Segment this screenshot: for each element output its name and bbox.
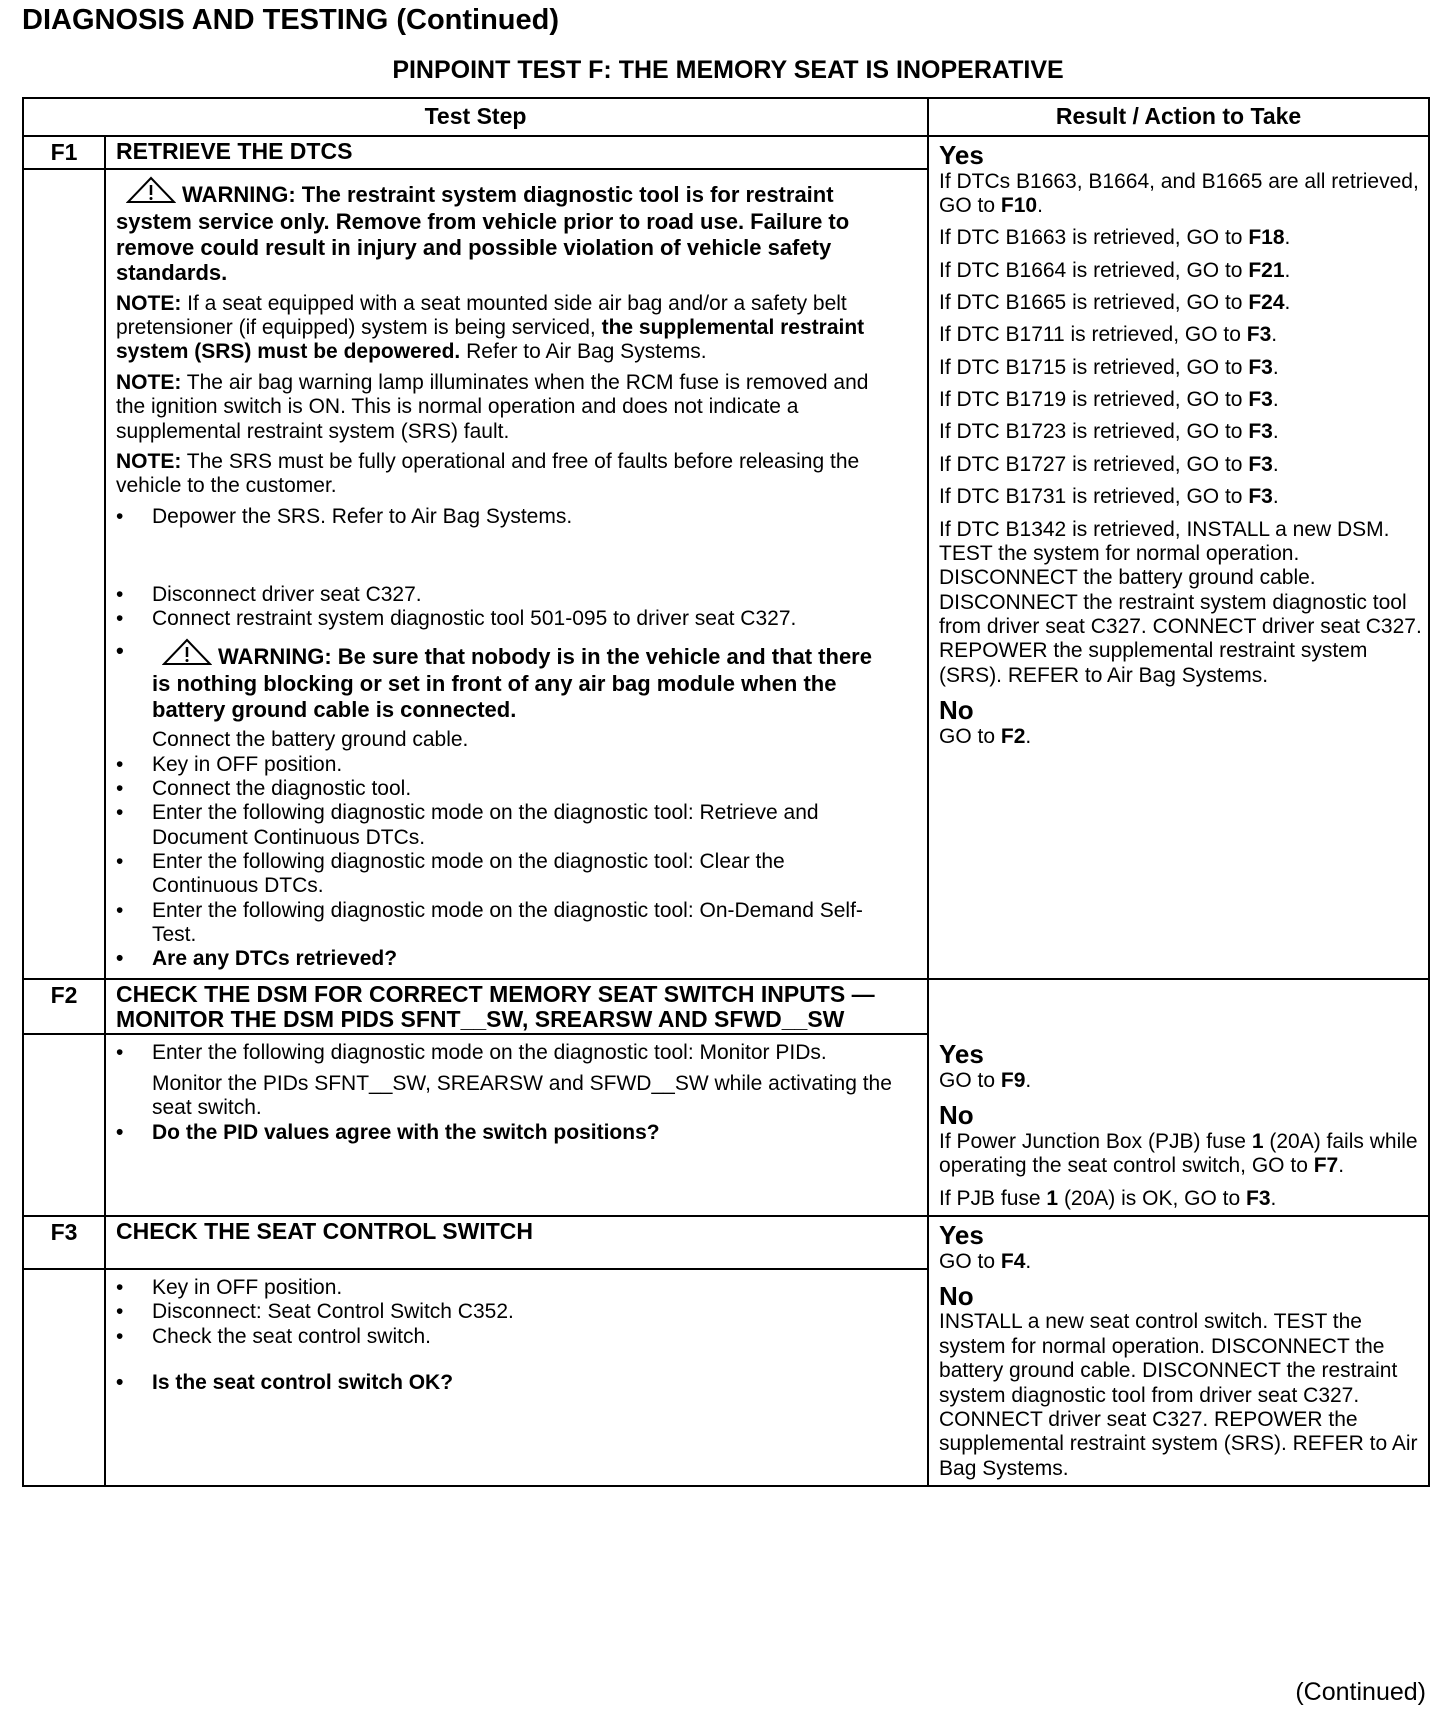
warning-block: WARNING: The restraint system diagnostic tool is for restraint system service only. Remove from vehicle prior to road use. Failure to remove could result in injury and possible violation of vehicle safety standards. xyxy=(116,176,893,286)
list-item: • Enter the following diagnostic mode on the diagnostic tool: Monitor PIDs. xyxy=(116,1041,893,1065)
list-item: • Connect the diagnostic tool. xyxy=(116,777,893,801)
result-line: If DTC B1711 is retrieved, GO to F3. xyxy=(939,323,1278,347)
step-title: CHECK THE DSM FOR CORRECT MEMORY SEAT SWITCH INPUTS — MONITOR THE DSM PIDS SFNT__SW, SREARSW AND SFWD__SW xyxy=(105,979,928,1035)
result-line: TEST the system for normal operation. DISCONNECT the battery ground cable. DISCONNECT the restraint system diagnostic tool from driver seat C327. CONNECT driver seat C327. REPOWER the supplemental restraint system (SRS). REFER to Air Bag Systems. xyxy=(939,541,1422,687)
result-line: If DTC B1727 is retrieved, GO to F3. xyxy=(939,452,1279,476)
result-line: If DTC B1342 is retrieved, INSTALL a new DSM. xyxy=(939,517,1390,541)
step-id: F1 xyxy=(23,136,105,169)
result-yes-label: Yes xyxy=(939,1039,984,1070)
step-question: • Are any DTCs retrieved? xyxy=(116,947,893,971)
warning-triangle-icon xyxy=(126,176,176,210)
step-question: • Is the seat control switch OK? xyxy=(116,1371,893,1395)
step-title: RETRIEVE THE DTCS xyxy=(105,136,928,169)
result-no-label: No xyxy=(939,695,974,726)
step-f1-body xyxy=(105,169,928,979)
step-id: F3 xyxy=(23,1216,105,1269)
result-no-label: No xyxy=(939,1100,974,1131)
step-list xyxy=(116,1276,893,1349)
list-item: • Enter the following diagnostic mode on the diagnostic tool: Clear the Continuous DTCs. xyxy=(116,850,893,899)
list-item: Monitor the PIDs SFNT__SW, SREARSW and SFWD__SW while activating the seat switch. xyxy=(152,1071,892,1120)
result-line: If DTCs B1663, B1664, and B1665 are all retrieved, GO to F10. xyxy=(939,169,1419,217)
list-item: • Connect restraint system diagnostic tool 501-095 to driver seat C327. xyxy=(116,607,893,631)
result-line: If DTC B1663 is retrieved, GO to F18. xyxy=(939,226,1291,250)
pinpoint-test-title: PINPOINT TEST F: THE MEMORY SEAT IS INOPERATIVE xyxy=(392,56,1064,84)
result-line: If DTC B1715 is retrieved, GO to F3. xyxy=(939,355,1279,379)
list-item: • Key in OFF position. xyxy=(116,753,893,777)
result-line: GO to F4. xyxy=(939,1249,1032,1273)
list-item: • Disconnect driver seat C327. xyxy=(116,583,893,607)
page-title: DIAGNOSIS AND TESTING (Continued) xyxy=(22,4,560,36)
list-item: • Enter the following diagnostic mode on the diagnostic tool: Retrieve and Document Continuous DTCs. xyxy=(116,801,893,850)
step-f2-result xyxy=(928,979,1429,1216)
list-item: • Depower the SRS. Refer to Air Bag Systems. xyxy=(116,505,893,529)
warning-triangle-icon xyxy=(162,638,212,672)
result-line: GO to F2. xyxy=(939,724,1032,748)
result-line: If DTC B1665 is retrieved, GO to F24. xyxy=(939,291,1291,315)
step-f1-result xyxy=(928,136,1429,979)
result-line: If DTC B1719 is retrieved, GO to F3. xyxy=(939,388,1279,412)
column-header-result: Result / Action to Take xyxy=(928,98,1429,136)
step-list xyxy=(116,583,893,972)
table-header-row xyxy=(23,98,1429,136)
step-f3-result xyxy=(928,1216,1429,1486)
result-yes-label: Yes xyxy=(939,140,984,170)
list-item: • Key in OFF position. xyxy=(116,1276,893,1300)
column-header-test-step: Test Step xyxy=(23,98,928,136)
result-line: If DTC B1723 is retrieved, GO to F3. xyxy=(939,420,1279,444)
step-list xyxy=(116,1371,893,1395)
warning-block: • WARNING: Be sure that nobody is in the vehicle and that there is nothing blocking or set in front of any air bag module when the battery ground cable is connected. xyxy=(116,638,893,723)
list-item: • Check the seat control switch. xyxy=(116,1325,893,1349)
step-f2-body xyxy=(105,1034,928,1215)
step-question: • Do the PID values agree with the switch positions? xyxy=(116,1121,893,1145)
result-line: If Power Junction Box (PJB) fuse 1 (20A) fails while operating the seat control switch, GO to F7. xyxy=(939,1129,1418,1178)
pinpoint-test-table xyxy=(22,97,1430,1487)
note-block: NOTE: The SRS must be fully operational and free of faults before releasing the vehicle to the customer. xyxy=(116,449,860,498)
step-id: F2 xyxy=(23,979,105,1035)
step-f3-title-row xyxy=(23,1216,1429,1269)
result-line: If DTC B1731 is retrieved, GO to F3. xyxy=(939,485,1279,509)
step-title: CHECK THE SEAT CONTROL SWITCH xyxy=(105,1216,928,1269)
step-f2-title-row xyxy=(23,979,1429,1035)
result-line: If DTC B1664 is retrieved, GO to F21. xyxy=(939,258,1291,282)
list-item: • Enter the following diagnostic mode on the diagnostic tool: On-Demand Self-Test. xyxy=(116,899,893,948)
note-block: NOTE: If a seat equipped with a seat mounted side air bag and/or a safety belt pretensioner (if equipped) system is being serviced, the supplemental restraint system (SRS) must be depowered. Refer to Air Bag Systems. xyxy=(116,291,865,364)
note-block: NOTE: The air bag warning lamp illuminates when the RCM fuse is removed and the ignition switch is ON. This is normal operation and does not indicate a supplemental restraint system (SRS) fault. xyxy=(116,370,869,443)
result-line: If PJB fuse 1 (20A) is OK, GO to F3. xyxy=(939,1186,1277,1210)
step-f3-body xyxy=(105,1269,928,1486)
result-yes-label: Yes xyxy=(939,1219,984,1250)
step-f1-title-row xyxy=(23,136,1429,169)
result-no-label: No xyxy=(939,1280,974,1311)
step-list xyxy=(116,1041,893,1144)
list-item: Connect the battery ground cable. xyxy=(152,728,469,752)
result-line: INSTALL a new seat control switch. TEST the system for normal operation. DISCONNECT the battery ground cable. DISCONNECT the restraint system diagnostic tool from driver seat C327. CONNECT driver seat C327. REPOWER the supplemental restraint system (SRS). REFER to Air Bag Systems. xyxy=(939,1310,1418,1480)
result-line: GO to F9. xyxy=(939,1068,1032,1092)
continued-label: (Continued) xyxy=(1295,1678,1426,1706)
list-item: • Disconnect: Seat Control Switch C352. xyxy=(116,1300,893,1324)
step-list xyxy=(116,505,893,529)
